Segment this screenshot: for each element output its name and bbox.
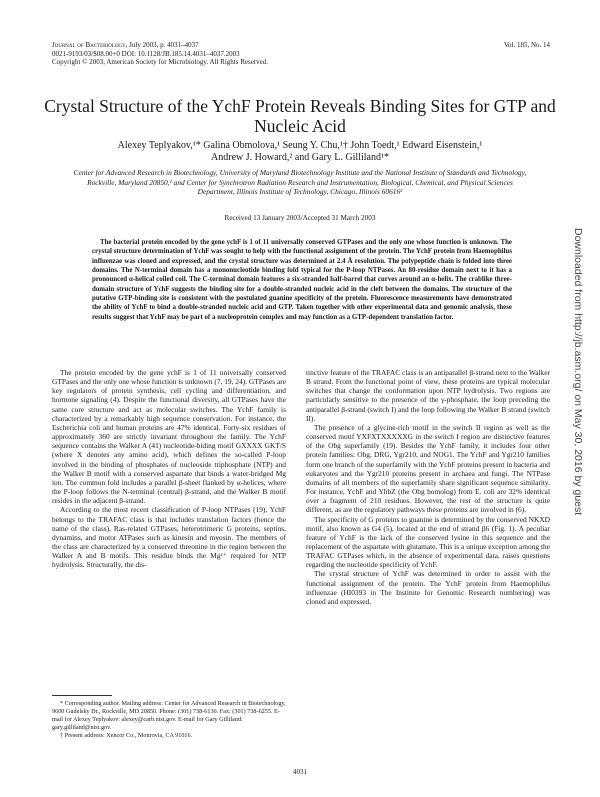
body-paragraph: The presence of a glycine-rich motif in the switch II region as well as the conserved motif YXFXTXXXXXG in the switch I region are distinctive features of the Obg superfamily (19). Besides the YchF family, it includes four other protein families: Obg, DRG, Ygr210, and NOG1. The YchF and Ygr210 families form one branch of the superfamily with the YchF proteins present in bacteria and eukaryotes and the Ygr210 proteins present in archaea and fungi. The NTPase domains of all members of the superfamily share significant sequence similarity. For instance, YchF and YhbZ (the Obg homolog) from E. coli are 32% identical over a fragment of 210 residues. However, the rest of the structure is quite different, as are the regulatory pathways these proteins are involved in (6). xyxy=(306,422,550,515)
journal-citation xyxy=(52,41,352,50)
copyright-line: Copyright © 2003, American Society for Microbiology. All Rights Reserved. xyxy=(52,58,269,66)
download-watermark-text: Downloaded from http://jb.asm.org/ on May 30, 2016 by guest xyxy=(572,228,584,516)
author-line-1: Alexey Teplyakov,¹* Galina Obmolova,¹ Seung Y. Chu,¹† John Toedt,¹ Edward Eisenstein,¹ xyxy=(117,140,483,151)
body-paragraph: According to the most recent classification of P-loop NTPases (19), YchF belongs to the TRAFAC class is that includes translation factors (hence the name of the class), Ras-related GTPases, heterotrimeric G proteins, septins, dynamins, and motor ATPases such as kinesin and myosin. The members of the class are characterized by a conserved threonine in the region between the Walker A and B motifs. This residue binds the Mg²⁺ required for NTP hydrolysis. Structurally, the dis- xyxy=(52,505,286,570)
page-number: 4031 xyxy=(293,768,307,776)
body-paragraph: tinctive feature of the TRAFAC class is an antiparallel β-strand next to the Walker B strand. From the functional point of view, these proteins are typical molecular switches that change the conformation upon NTP hydrolysis. Two regions are particularly sensitive to the presence of the γ-phosphate, the loop preceding the antiparallel β-strand (switch I) and the loop following the Walker B strand (switch II). xyxy=(306,368,550,423)
doi-line: 0021-9193/03/$08.00+0 DOI: 10.1128/JB.185.14.4031–4037.2003 xyxy=(52,49,240,58)
journal-name: Journal of Bacteriology xyxy=(52,41,126,49)
footnotes xyxy=(52,700,286,740)
affiliations: Center for Advanced Research in Biotechnology, University of Maryland Biotechnology Institute and the National Institute of Standards and Technology, Rockville, Maryland 20850,¹ and Center for Synchrotron Radiation Research and Instrumentation, Biological, Chemical, and Physical Sciences Department, Illinois Institute of Technology, Chicago, Illinois 60616² xyxy=(73,168,527,196)
author-list xyxy=(60,140,540,163)
article-title: Crystal Structure of the YchF Protein Reveals Binding Sites for GTP and Nucleic Acid xyxy=(44,96,556,136)
body-column-left xyxy=(52,368,286,569)
footnote-present-address: † Present address: Xencor Co., Monrovia, CA 91016. xyxy=(60,732,193,739)
body-column-right xyxy=(306,368,550,606)
footnote-corresponding: * Corresponding author. Mailing address: Center for Advanced Research in Biotechnology, 9600 Gudelsky Dr., Rockville, MD 20850. Phone: (301) 738-6130. Fax: (301) 738-6255. E-mail for Alexey Teplyakov: alexey@carb.nist.gov. E-mail for Gary Gilliland: gary.gilliland@nist.gov. xyxy=(52,700,286,731)
body-paragraph: The specificity of G proteins to guanine is determined by the conserved NKXD motif, also known as G4 (5), located at the end of strand β6 (Fig. 1). A peculiar feature of YchF is the lack of the conserved lysine in this sequence and the replacement of the aspartate with glutamate. This is a unique exception among the TRAFAC GTPases which, in the absence of experimental data, raises questions regarding the nucleotide specificity of YchF. xyxy=(306,514,550,570)
volume-number: Vol. 185, No. 14 xyxy=(503,41,550,49)
download-watermark xyxy=(566,228,590,588)
running-header xyxy=(52,41,352,67)
journal-issue: , July 2003, p. 4031–4037 xyxy=(125,41,199,49)
footnote-divider xyxy=(52,695,112,696)
received-dates: Received 13 January 2003/Accepted 31 March 2003 xyxy=(224,214,376,222)
abstract: The bacterial protein encoded by the gene ychF is 1 of 11 universally conserved GTPases and the only one whose function is unknown. The crystal structure determination of YchF was sought to help with the functional assignment of the protein. The YchF protein from Haemophilus influenzae was cloned and expressed, and the crystal structure was determined at 2.4 Å resolution. The polypeptide chain is folded into three domains. The N-terminal domain has a mononucleotide binding fold typical for the P-loop NTPases. An 80-residue domain next to it has a pronounced α-helical coiled coil. The C-terminal domain features a six-stranded half-barrel that curves around an α-helix. The crablike three-domain structure of YchF suggests the binding site for a double-stranded nucleic acid in the cleft between the domains. The structure of the putative GTP-binding site is consistent with the postulated guanine specificity of the protein. Fluorescence measurements have demonstrated the ability of YchF to bind a double-stranded nucleic acid and GTP. Taken together with other experimental data and genomic analysis, these results suggest that YchF may be part of a nucleoprotein complex and may function as a GTP-dependent translation factor. xyxy=(92,239,512,321)
body-paragraph: The protein encoded by the gene ychF is 1 of 11 universally conserved GTPases and the only one whose function is unknown (7, 19, 24). GTPases are key regulators of protein synthesis, cell cycling and differentiation, and hormone signaling (4). Despite the functional diversity, all GTPases have the same core structure and act as molecular switches. The YchF family is characterized by a remarkably high sequence conservation. For instance, the Escherichia coli and human proteins are 47% identical. Forty-six residues of approximately 360 are strictly invariant throughout the family. The YchF sequence contains the Walker A (41) nucleotide-biding motif GXXXX GKT/S (where X denotes any amino acid), which defines the so-called P-loop involved in the binding of phosphates of nucleoside triphosphate (NTP) and the Walker B motif with a conserved aspartate that binds a water-bridged Mg ion. The common fold includes a parallel β-sheet flanked by α-helices, where the P-loop follows the N-terminal (central) β-strand, and the Walker B motif resides in the adjacent β-strand. xyxy=(52,368,286,506)
author-line-2: Andrew J. Howard,² and Gary L. Gilliland¹* xyxy=(211,151,389,163)
body-paragraph: The crystal structure of YchF was determined in order to assist with the functional assignment of the protein. The YchF protein from Haemophilus influenzae (HI0393 in The Institute for Genomic Research numbering) was cloned and expressed, xyxy=(306,569,550,606)
